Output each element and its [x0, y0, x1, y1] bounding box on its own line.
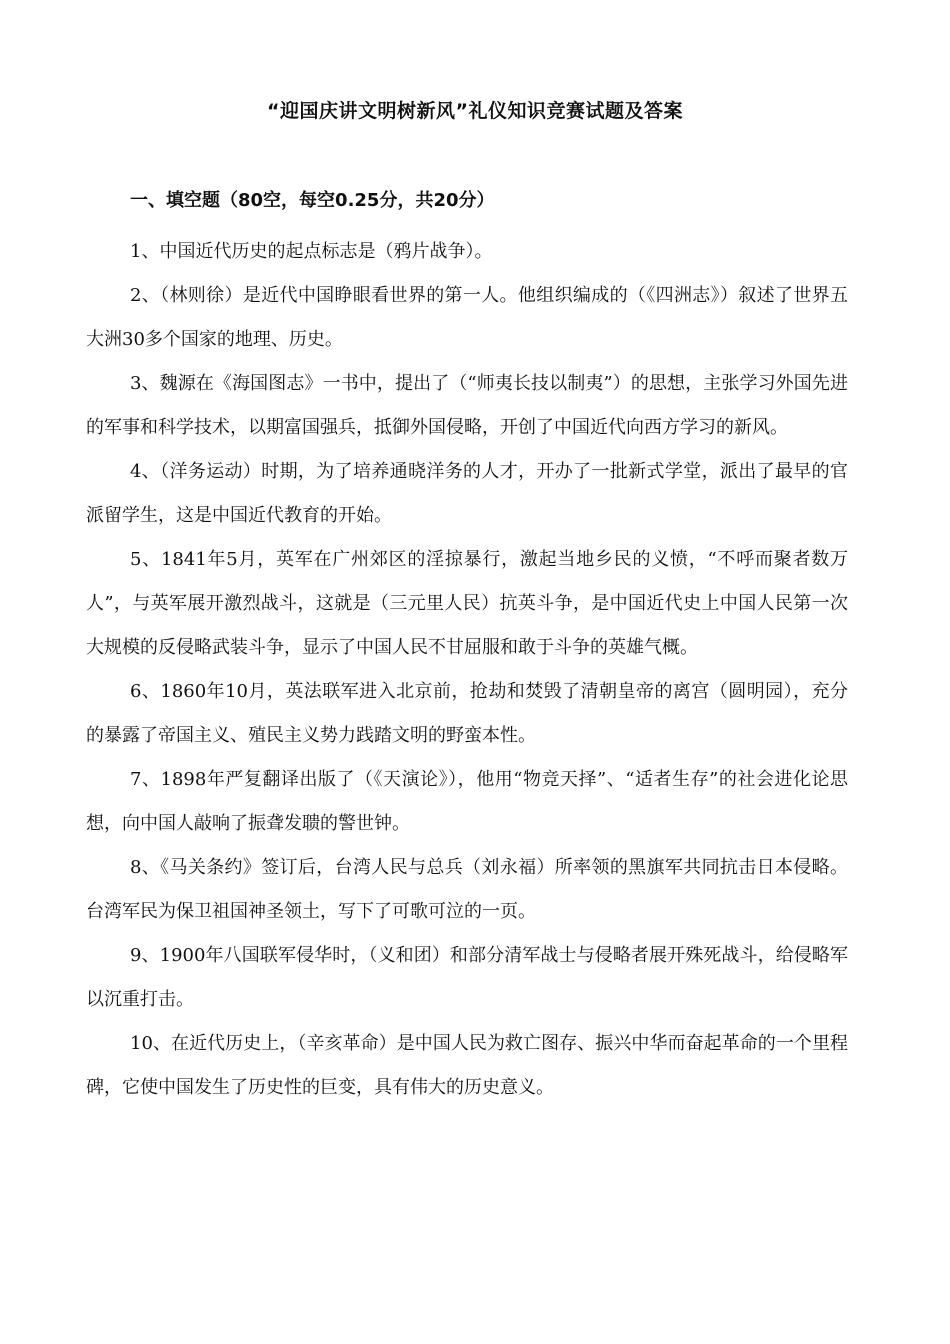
question-7: 7、1898年严复翻译出版了（《天演论》），他用“物竞天择”、“适者生存”的社会进化论思想，向中国人敲响了振聋发聩的警世钟。 [86, 769, 848, 834]
question-8: 8、《马关条约》签订后，台湾人民与总兵（刘永福）所率领的黑旗军共同抗击日本侵略。台湾军民为保卫祖国神圣领土，写下了可歌可泣的一页。 [86, 857, 848, 922]
section-heading-fill-in-blank: 一、填空题（80空，每空0.25分，共20分） [130, 190, 495, 211]
document-body [86, 186, 848, 1110]
question-6: 6、1860年10月，英法联军进入北京前，抢劫和焚毁了清朝皇帝的离宫（圆明园），充分的暴露了帝国主义、殖民主义势力践踏文明的野蛮本性。 [86, 681, 848, 746]
question-9: 9、1900年八国联军侵华时，（义和团）和部分清军战士与侵略者展开殊死战斗，给侵略军以沉重打击。 [86, 945, 848, 1010]
question-1: 1、中国近代历史的起点标志是（鸦片战争）。 [130, 241, 493, 262]
document-title: “迎国庆讲文明树新风”礼仪知识竞赛试题及答案 [267, 100, 683, 122]
question-5: 5、1841年5月，英军在广州郊区的淫掠暴行，激起当地乡民的义愤，“不呼而聚者数万人”，与英军展开激烈战斗，这就是（三元里人民）抗英斗争，是中国近代史上中国人民第一次大规模的反侵略武装斗争，显示了中国人民不甘屈服和敢于斗争的英雄气概。 [86, 549, 848, 658]
question-10: 10、在近代历史上，（辛亥革命）是中国人民为救亡图存、振兴中华而奋起革命的一个里程碑，它使中国发生了历史性的巨变，具有伟大的历史意义。 [86, 1033, 848, 1098]
question-2: 2、（林则徐）是近代中国睁眼看世界的第一人。他组织编成的（《四洲志》）叙述了世界五大洲30多个国家的地理、历史。 [86, 285, 848, 350]
question-3: 3、魏源在《海国图志》一书中，提出了（“师夷长技以制夷”）的思想，主张学习外国先进的军事和科学技术，以期富国强兵，抵御外国侵略，开创了中国近代向西方学习的新风。 [86, 373, 848, 438]
question-4: 4、（洋务运动）时期，为了培养通晓洋务的人才，开办了一批新式学堂，派出了最早的官派留学生，这是中国近代教育的开始。 [86, 461, 848, 526]
